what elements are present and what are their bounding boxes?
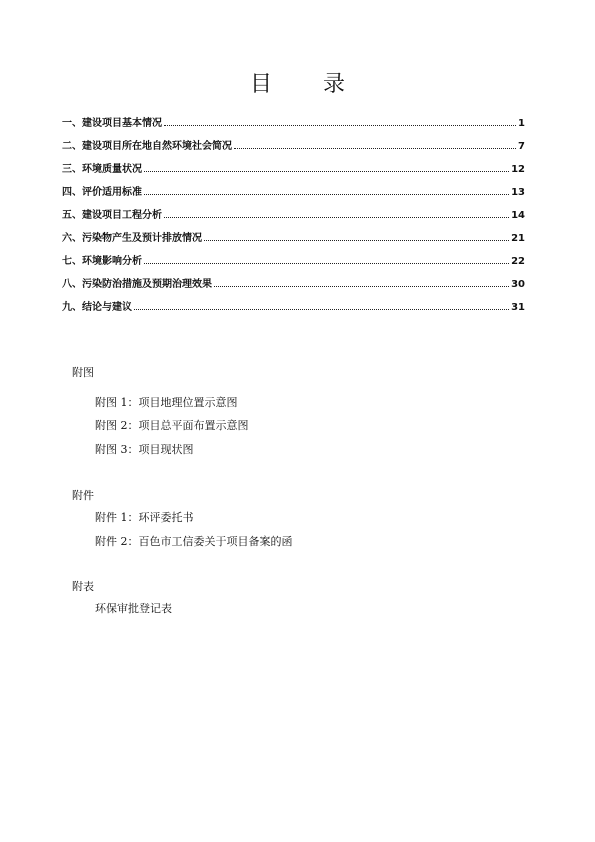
toc-entry[interactable] <box>62 267 525 290</box>
appendix-table-item: 环保审批登记表 <box>95 602 172 615</box>
appendix-figure-item: 附图 3：项目现状图 <box>95 443 194 456</box>
toc-leader-dots <box>204 240 509 241</box>
toc-entry-page: 12 <box>511 164 525 175</box>
toc-entry[interactable] <box>62 152 525 175</box>
toc-entry-label: 四、评价适用标准 <box>62 187 142 198</box>
toc-entry[interactable] <box>62 290 525 313</box>
toc-entry[interactable] <box>62 175 525 198</box>
toc-leader-dots <box>234 148 516 149</box>
appendix-tables-heading: 附表 <box>72 580 94 593</box>
toc-entry-label: 一、建设项目基本情况 <box>62 118 162 129</box>
toc-leader-dots <box>164 217 509 218</box>
page-title: 目 录 <box>250 72 367 97</box>
toc-entry-label: 五、建设项目工程分析 <box>62 210 162 221</box>
toc-entry-label: 六、污染物产生及预计排放情况 <box>62 233 202 244</box>
toc-entry[interactable] <box>62 244 525 267</box>
toc-entry-page: 21 <box>511 233 525 244</box>
attachments-heading: 附件 <box>72 489 94 502</box>
toc-entry-page: 13 <box>511 187 525 198</box>
toc-entry-page: 30 <box>511 279 525 290</box>
toc-entry-label: 九、结论与建议 <box>62 302 132 313</box>
toc-entry-page: 31 <box>511 302 525 313</box>
toc-entry-label: 八、污染防治措施及预期治理效果 <box>62 279 212 290</box>
toc-entry[interactable] <box>62 221 525 244</box>
toc-entry[interactable] <box>62 106 525 129</box>
toc-leader-dots <box>144 194 509 195</box>
attachment-item: 附件 1：环评委托书 <box>95 511 194 524</box>
toc-entry-page: 1 <box>518 118 525 129</box>
appendix-figure-item: 附图 2：项目总平面布置示意图 <box>95 419 249 432</box>
toc-entry-page: 7 <box>518 141 525 152</box>
toc-entry[interactable] <box>62 129 525 152</box>
toc-entry-page: 14 <box>511 210 525 221</box>
appendix-figure-item: 附图 1：项目地理位置示意图 <box>95 396 238 409</box>
table-of-contents <box>62 106 525 313</box>
toc-leader-dots <box>164 125 516 126</box>
toc-entry-page: 22 <box>511 256 525 267</box>
toc-entry[interactable] <box>62 198 525 221</box>
toc-entry-label: 三、环境质量状况 <box>62 164 142 175</box>
attachment-item: 附件 2：百色市工信委关于项目备案的函 <box>95 535 293 548</box>
toc-leader-dots <box>144 263 509 264</box>
toc-leader-dots <box>214 286 509 287</box>
toc-leader-dots <box>144 171 509 172</box>
toc-entry-label: 七、环境影响分析 <box>62 256 142 267</box>
toc-leader-dots <box>134 309 509 310</box>
appendix-figures-heading: 附图 <box>72 366 94 379</box>
toc-entry-label: 二、建设项目所在地自然环境社会简况 <box>62 141 232 152</box>
